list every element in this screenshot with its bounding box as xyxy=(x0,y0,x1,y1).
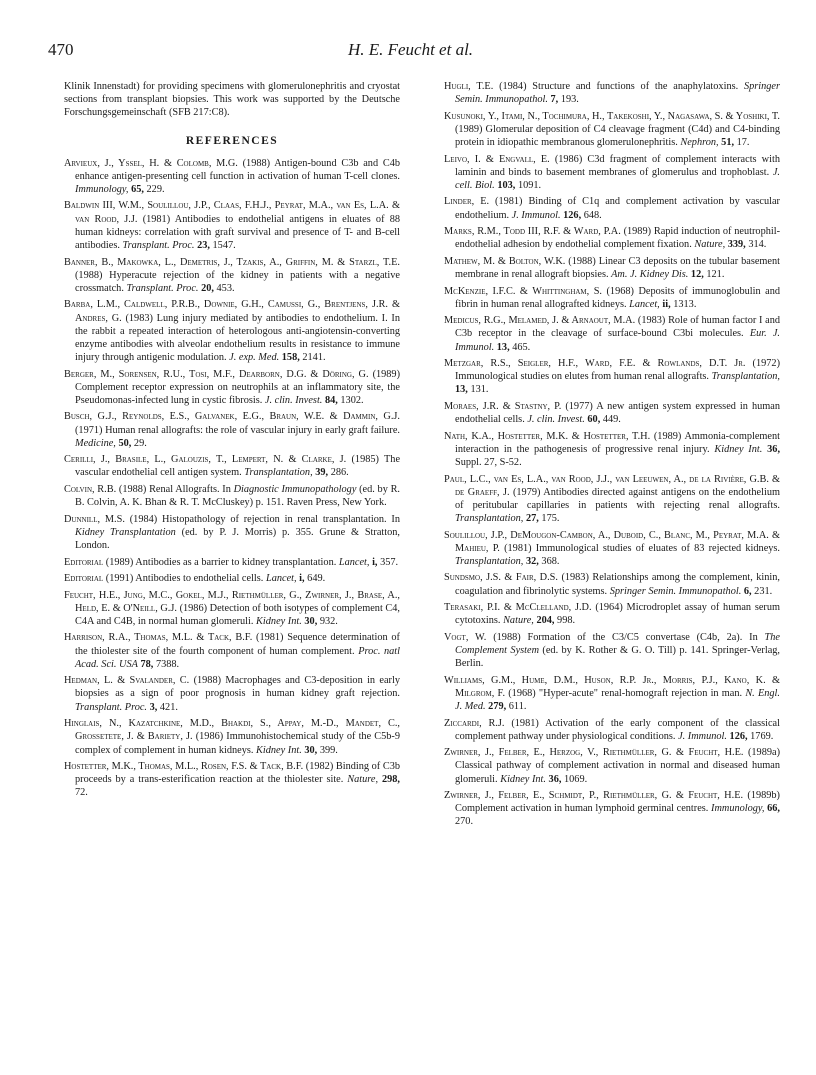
reference-pages: 314. xyxy=(748,239,767,251)
reference-authors: Cerilli, J., Brasile, L., Galouzis, T., Lempert, N. & Clarke, J. xyxy=(64,454,347,466)
reference-pages: 449. xyxy=(602,414,621,426)
reference-year: (1964) xyxy=(595,602,623,614)
reference-title: Linear C3 deposits on the tubular basement membrane in renal allograft biopsies. xyxy=(455,255,780,280)
reference-pages: 131. xyxy=(470,384,489,396)
reference-year: (1986) xyxy=(179,602,208,614)
reference-title: Immunological studies of eluates of 83 rejected kidneys. xyxy=(535,542,780,554)
reference-pages: 286. xyxy=(330,467,349,479)
reference-journal: Nature, xyxy=(694,239,726,251)
reference-journal: Lancet, xyxy=(265,573,297,585)
reference-journal: The Complement System xyxy=(455,631,780,656)
reference-entry xyxy=(444,400,780,426)
reference-volume: 30, xyxy=(304,744,318,756)
reference-title: C3d fragment of complement interacts with laminin and binds to basement membranes of glomerulus and trophoblast. xyxy=(455,153,780,178)
reference-title: Histopathology of rejection in renal transplantation. In xyxy=(162,513,400,525)
reference-pages: 7388. xyxy=(155,658,180,670)
reference-year: (1989a) xyxy=(747,747,781,759)
reference-journal: Kidney Int. xyxy=(256,615,302,627)
reference-journal: J. Immunol. xyxy=(511,209,561,221)
reference-entry xyxy=(444,631,780,670)
reference-pages: 421. xyxy=(159,701,178,713)
reference-journal: Diagnostic Immunopathology xyxy=(233,483,357,495)
reference-title: Detection of both isotypes of complement C4, C4A and C4B, in normal human glomeruli. xyxy=(75,602,400,627)
reference-year: (1981) xyxy=(511,717,539,729)
reference-title: Deposits of immunoglobulin and fibrin in human renal allografted kidneys. xyxy=(455,285,781,310)
reference-pages: 648. xyxy=(583,209,602,221)
reference-title: Rapid induction of neutrophil-endothelial adhesion by endothelial complement fixation. xyxy=(455,226,781,251)
reference-pages: 193. xyxy=(560,94,579,106)
reference-year: (1986) xyxy=(554,153,583,165)
reference-authors: Metzgar, R.S., Seigler, H.F., Ward, F.E. & Rowlands, D.T. Jr. xyxy=(444,358,746,370)
reference-volume: 12, xyxy=(690,268,704,280)
reference-volume: 126, xyxy=(729,730,748,742)
reference-journal: J. clin. Invest. xyxy=(527,414,585,426)
reference-year: (1988) xyxy=(75,269,103,281)
reference-journal: Immunology, xyxy=(75,183,129,195)
reference-journal: Kidney Transplantation xyxy=(75,526,176,538)
reference-year: (1991) xyxy=(105,573,134,585)
reference-journal: Eur. J. Immunol. xyxy=(455,328,780,353)
reference-journal: Nephron, xyxy=(680,137,719,149)
reference-authors: Berger, M., Sorensen, R.U., Tosi, M.F., Dearborn, D.G. & Döring, G. xyxy=(64,368,369,380)
reference-pages: 465. xyxy=(512,341,531,353)
reference-authors: Vogt, W. xyxy=(444,631,487,643)
reference-entry xyxy=(64,298,400,364)
reference-pages: 1313. xyxy=(673,298,697,310)
reference-authors: Hinglais, N., Kazatchkine, M.D., Bhakdi, S., Appay, M.-D., Mandet, C., Grossetete, J. & Bariety, J. xyxy=(64,718,400,743)
reference-pages: 1091. xyxy=(517,179,542,191)
reference-volume: 36, xyxy=(767,443,781,455)
reference-entry xyxy=(444,746,780,785)
reference-title: Lung injury mediated by antibodies to endothelium. I. In the rabbit a repeated interaction of heterologous anti-angiotensin-converting enzyme antibodies with alveolar endothelium results in resistance to immune injury through antigenic modulation. xyxy=(75,312,400,363)
reference-title: Structure and functions of the anaphylatoxins. xyxy=(532,81,739,92)
reference-authors: Dunnill, M.S. xyxy=(64,513,125,525)
reference-title: Activation of the early component of the classical complement pathway under physiological conditions. xyxy=(455,717,780,742)
reference-entry xyxy=(64,368,400,407)
reference-journal: Springer Semin. Immunopathol. xyxy=(609,585,742,597)
reference-volume: 32, xyxy=(525,555,539,567)
reference-entry xyxy=(444,153,780,192)
reference-authors: Soulillou, J.P., DeMougon-Cambon, A., Duboid, C., Blanc, M., Peyrat, M.A. & Mahieu, P. xyxy=(444,529,780,554)
reference-authors: Zwirner, J., Felber, E., Schmidt, P., Riethmüller, G. & Feucht, H.E. xyxy=(444,790,744,802)
reference-journal: Transplantation, xyxy=(455,555,524,567)
reference-title: Binding of C1q and complement activation by vascular endothelium. xyxy=(455,196,780,221)
reference-pages: 175. xyxy=(541,512,560,524)
reference-year: (1982) xyxy=(305,761,334,773)
reference-authors: Hugli, T.E. xyxy=(444,81,494,92)
reference-year: (1989) xyxy=(455,123,483,135)
reference-journal: Proc. natl Acad. Sci. USA xyxy=(75,645,400,670)
reference-volume: ii, xyxy=(662,298,671,310)
reference-journal: Transplant. Proc. xyxy=(75,701,147,713)
reference-year: (1983) xyxy=(561,572,589,584)
reference-volume: 78, xyxy=(140,658,154,670)
reference-pages: 1769. xyxy=(750,730,774,742)
reference-entry xyxy=(64,483,400,509)
reference-volume: 60, xyxy=(587,414,601,426)
reference-journal: J. clin. Invest. xyxy=(264,394,323,406)
reference-journal: Am. J. Kidney Dis. xyxy=(611,268,689,280)
reference-journal: Kidney Int. xyxy=(714,443,763,455)
reference-title: Complement activation in human lymphoid germinal centres. xyxy=(455,803,709,815)
reference-authors: Ziccardi, R.J. xyxy=(444,717,505,729)
reference-pages: (ed. by P. J. Morris) p. 355. Grune & Stratton, London. xyxy=(75,526,401,551)
reference-volume: 158, xyxy=(281,351,300,363)
reference-year: (1981) xyxy=(504,542,532,554)
reference-authors: Zwirner, J., Felber, E., Herzog, V., Riethmüller, G. & Feucht, H.E. xyxy=(444,747,744,759)
acknowledgment-text: Klinik Innenstadt) for providing specimens with glomerulonephritis and cryostat sections from transplant biopsies. This work was supported by the Deutsche Forschungsgemeinschaft (SFB 217:C8). xyxy=(64,81,400,119)
reference-volume: 50, xyxy=(118,437,132,449)
reference-year: (1981) xyxy=(495,196,523,208)
reference-pages: 17. xyxy=(736,137,750,149)
reference-authors: Arvieux, J., Yssel, H. & Colomb, M.G. xyxy=(64,157,238,169)
reference-entry xyxy=(64,717,400,756)
reference-year: (1988) xyxy=(242,157,271,169)
reference-authors: Busch, G.J., Reynolds, E.S., Galvanek, E.G., Braun, W.E. & Dammin, G.J. xyxy=(64,411,400,423)
reference-journal: Transplantation, xyxy=(455,512,524,524)
reference-year: (1983) xyxy=(637,315,666,327)
reference-year: (1989) xyxy=(623,226,652,238)
reference-year: (1968) xyxy=(508,687,536,699)
reference-entry xyxy=(444,110,780,149)
reference-volume: 126, xyxy=(563,209,582,221)
reference-authors: Medicus, R.G., Melamed, J. & Arnaout, M.A. xyxy=(444,315,636,327)
reference-title: Antibodies as a barrier to kidney transplantation. xyxy=(135,556,337,568)
reference-year: (1981) xyxy=(256,632,284,644)
reference-authors: Feucht, H.E., Jung, M.C., Gokel, M.J., Riethmüller, G., Zwirner, J., Brase, A., Held, E. & O'Neill, G.J. xyxy=(64,589,400,614)
reference-authors: Harrison, R.A., Thomas, M.L. & Tack, B.F. xyxy=(64,632,253,644)
reference-authors: Moraes, J.R. & Stastny, P. xyxy=(444,400,562,412)
reference-list-left xyxy=(64,157,400,800)
reference-pages: 72. xyxy=(75,787,88,799)
reference-pages: 932. xyxy=(319,615,338,627)
reference-title: Relationships among the complement, kinin, coagulation and fibrinolytic systems. xyxy=(455,572,780,597)
reference-title: Antibodies to endothelial cells. xyxy=(135,573,264,585)
reference-journal: Kidney Int. xyxy=(256,744,302,756)
reference-entry xyxy=(444,255,780,281)
reference-title: Role of human factor I and C3b receptor in the cleavage of surface-bound C3bi molecules. xyxy=(455,315,780,340)
reference-year: (1988) xyxy=(118,483,147,495)
reference-authors: Hostetter, M.K., Thomas, M.L., Rosen, F.S. & Tack, B.F. xyxy=(64,761,304,773)
reference-title: Renal Allografts. In xyxy=(149,483,231,495)
reference-title: Antibodies to endothelial antigens in eluates of 88 human kidneys: correlation with graft survival and presence of T- and B-cell antibodies. xyxy=(75,213,401,251)
reference-journal: Immunology, xyxy=(711,803,765,815)
reference-pages: 1547. xyxy=(212,239,236,251)
reference-authors: McKenzie, I.F.C. & Whittingham, S. xyxy=(444,285,603,297)
reference-entry xyxy=(64,256,400,295)
reference-volume: 279, xyxy=(488,700,507,712)
reference-volume: 20, xyxy=(201,282,214,294)
reference-authors: Paul, L.C., van Es, L.A., van Rood, J.J., van Leeuwen, A., de la Rivière, G.B. & de Graeff, J. xyxy=(444,473,780,498)
page-header xyxy=(48,40,773,62)
reference-authors: Mathew, M. & Bolton, W.K. xyxy=(444,255,566,267)
reference-title: Immunohistochemical study of the C5b-9 complex of complement in human kidneys. xyxy=(75,731,400,756)
reference-year: (1986) xyxy=(195,731,224,743)
reference-year: (1988) xyxy=(193,675,222,687)
reference-journal: Springer Semin. Immunopathol. xyxy=(455,81,780,106)
reference-volume: 27, xyxy=(525,512,539,524)
reference-volume: 39, xyxy=(315,467,329,479)
reference-title: Complement receptor expression on neutrophils at an inflammatory site, the Pseudomonas-infected lung in cystic fibrosis. xyxy=(75,381,400,406)
reference-year: (1988) xyxy=(493,631,521,643)
reference-authors: Colvin, R.B. xyxy=(64,483,117,495)
reference-title: Hyperacute rejection of the kidney in patients with a negative crossmatch. xyxy=(75,269,400,294)
reference-volume: 6, xyxy=(743,585,752,597)
reference-volume: i, xyxy=(372,556,378,568)
reference-title: Human renal allografts: the role of vascular injury in early graft failure. xyxy=(105,424,400,436)
reference-pages: 368. xyxy=(541,555,560,567)
reference-volume: 103, xyxy=(497,179,516,191)
reference-entry xyxy=(64,410,400,449)
reference-volume: 65, xyxy=(131,183,144,195)
reference-entry xyxy=(444,473,780,526)
reference-entry xyxy=(444,601,780,627)
reference-journal: J. exp. Med. xyxy=(229,351,280,363)
reference-journal: Medicine, xyxy=(75,437,116,449)
reference-authors: Williams, G.M., Hume, D.M., Huson, R.P. Jr., Morris, P.J., Kano, K. & Milgrom, F. xyxy=(444,674,780,699)
reference-authors: Nath, K.A., Hostetter, M.K. & Hostetter, T.H. xyxy=(444,430,651,442)
reference-pages: Suppl. 27, S-52. xyxy=(455,456,522,468)
reference-title: Macrophages and C3-deposition in early biopsies as a sign of poor prognosis in human kidney graft rejection. xyxy=(75,675,400,700)
reference-journal: Lancet, xyxy=(338,556,370,568)
reference-entry xyxy=(444,285,780,311)
reference-title: Classical pathway of complement activation in normal and diseased human glomeruli. xyxy=(455,760,780,785)
reference-journal: Nature, xyxy=(503,615,534,627)
reference-pages: 453. xyxy=(216,282,235,294)
reference-entry xyxy=(444,789,780,828)
reference-journal: Kidney Int. xyxy=(500,773,546,785)
reference-pages: 29. xyxy=(133,437,147,449)
reference-journal: Lancet, xyxy=(629,298,660,310)
reference-journal: J. Immunol. xyxy=(678,730,727,742)
reference-title: A new antigen system expressed in human endothelial cells. xyxy=(455,400,780,426)
reference-journal: Transplant. Proc. xyxy=(126,282,199,294)
reference-year: (1971) xyxy=(75,424,103,436)
reference-volume: 13, xyxy=(455,384,468,396)
reference-title: "Hyper-acute" renal-homograft rejection in man. xyxy=(538,687,743,699)
reference-volume: 13, xyxy=(496,341,510,353)
reference-year: (1979) xyxy=(512,486,541,498)
reference-title: The vascular endothelial cell antigen system. xyxy=(75,454,401,479)
reference-entry xyxy=(444,430,780,469)
reference-entry xyxy=(64,760,400,799)
reference-year: (1988) xyxy=(568,255,596,267)
reference-pages: 231. xyxy=(754,585,773,597)
reference-pages: 399. xyxy=(319,744,338,756)
reference-journal: J. cell. Biol. xyxy=(455,166,780,191)
reference-pages: (ed. by R. B. Colvin, A. K. Bhan & R. T. McCluskey) p. 151. Raven Press, New York. xyxy=(75,483,401,509)
reference-title: Sequence determination of the thiolester site of the fourth component of human complement. xyxy=(75,632,400,657)
reference-authors: Hedman, L. & Svalander, C. xyxy=(64,675,190,687)
reference-year: (1989) xyxy=(105,556,134,568)
reference-year: (1985) xyxy=(351,454,379,466)
reference-entry xyxy=(64,556,400,569)
reference-year: (1989b) xyxy=(747,790,780,802)
reference-journal: Transplantation, xyxy=(711,371,780,383)
reference-entry xyxy=(444,314,780,353)
reference-year: (1981) xyxy=(142,213,171,225)
reference-year: (1972) xyxy=(752,358,780,370)
reference-volume: 204, xyxy=(536,615,555,627)
reference-authors: Editorial xyxy=(64,556,104,568)
reference-volume: 66, xyxy=(767,803,780,815)
reference-volume: 3, xyxy=(149,701,158,713)
reference-year: (1984) xyxy=(499,81,527,92)
reference-title: Glomerular deposition of C4 cleavage fragment (C4d) and C4-binding protein in idiopathic membranous glomerulonephritis. xyxy=(455,123,781,149)
reference-volume: 30, xyxy=(304,615,318,627)
reference-volume: 298, xyxy=(381,774,400,786)
references-heading: REFERENCES xyxy=(185,135,279,148)
reference-title: Binding of C3b proceeds by a trans-esterification reaction at the thiolester site. xyxy=(75,761,400,786)
reference-pages: 611. xyxy=(508,700,527,712)
reference-journal: Nature, xyxy=(347,774,379,786)
reference-pages: 357. xyxy=(380,556,399,568)
reference-list-right xyxy=(444,80,780,829)
reference-entry xyxy=(444,357,780,396)
reference-entry xyxy=(64,199,400,252)
reference-year: (1989) xyxy=(372,368,401,380)
reference-pages: 1069. xyxy=(564,773,588,785)
reference-pages: 1302. xyxy=(340,394,364,406)
left-column xyxy=(64,80,400,803)
reference-authors: Editorial xyxy=(64,573,104,585)
reference-volume: 84, xyxy=(324,394,338,406)
reference-title: Antigen-bound C3b and C4b enhance antigen-presenting cell function in activation of human T-cell clones. xyxy=(75,157,400,182)
reference-authors: Linder, E. xyxy=(444,196,490,208)
reference-entry xyxy=(64,157,400,196)
reference-volume: 7, xyxy=(550,94,559,106)
reference-entry xyxy=(64,572,400,585)
reference-title: Antibodies directed against antigens on the endothelium of peritubular capillaries in patients with rejecting renal allografts. xyxy=(455,486,781,511)
reference-year: (1984) xyxy=(129,513,158,525)
reference-authors: Banner, B., Makowka, L., Demetris, J., Tzakis, A., Griffin, M. & Starzl, T.E. xyxy=(64,256,400,268)
reference-journal: Transplantation, xyxy=(244,467,313,479)
reference-entry xyxy=(64,513,400,552)
reference-volume: i, xyxy=(299,573,305,585)
reference-authors: Barba, L.M., Caldwell, P.R.B., Downie, G.H., Camussi, G., Brentjens, J.R. & Andres, G. xyxy=(64,299,400,324)
reference-pages: 121. xyxy=(706,268,725,280)
reference-year: (1968) xyxy=(606,285,634,297)
reference-entry xyxy=(444,571,780,597)
reference-year: (1983) xyxy=(125,312,153,324)
reference-entry xyxy=(64,453,400,479)
reference-pages: (ed. by K. Rother & G. O. Till) p. 141. Springer-Verlag, Berlin. xyxy=(455,644,780,670)
reference-authors: Sundsmo, J.S. & Fair, D.S. xyxy=(444,572,558,584)
reference-title: Microdroplet assay of human serum cytotoxins. xyxy=(455,602,780,627)
reference-entry xyxy=(444,225,780,251)
reference-authors: Leivo, I. & Engvall, E. xyxy=(444,153,550,165)
reference-pages: 998. xyxy=(557,615,576,627)
reference-authors: Marks, R.M., Todd III, R.F. & Ward, P.A. xyxy=(444,226,621,238)
reference-pages: 229. xyxy=(146,183,165,195)
reference-authors: Kusunoki, Y., Itami, N., Tochimura, H., Takekoshi, Y., Nagasawa, S. & Yoshiki, T. xyxy=(444,110,780,122)
reference-journal: N. Engl. J. Med. xyxy=(455,687,780,712)
reference-pages: 270. xyxy=(455,816,474,828)
reference-volume: 36, xyxy=(548,773,562,785)
reference-authors: Baldwin III, W.M., Soulillou, J.P., Claas, F.H.J., Peyrat, M.A., van Es, L.A. & van Rood, J.J. xyxy=(64,200,400,225)
reference-title: Immunological studies on elutes from human renal allografts. xyxy=(455,371,710,383)
running-head: H. E. Feucht et al. xyxy=(347,40,474,59)
reference-entry xyxy=(444,195,780,221)
reference-pages: 649. xyxy=(307,573,326,585)
reference-entry xyxy=(444,529,780,568)
reference-year: (1989) xyxy=(653,430,682,442)
reference-volume: 23, xyxy=(197,239,210,251)
reference-volume: 339, xyxy=(727,239,746,251)
reference-authors: Terasaki, P.I. & McClelland, J.D. xyxy=(444,602,592,614)
reference-volume: 51, xyxy=(721,137,735,149)
reference-entry xyxy=(64,631,400,670)
reference-entry xyxy=(444,674,780,713)
reference-entry xyxy=(64,674,400,713)
reference-pages: 2141. xyxy=(302,351,326,363)
reference-title: Formation of the C3/C5 convertase (C4b, 2a). In xyxy=(527,631,758,643)
reference-entry xyxy=(444,717,780,743)
reference-journal: Transplant. Proc. xyxy=(122,239,195,251)
reference-entry xyxy=(444,80,780,106)
reference-year: (1977) xyxy=(565,400,593,412)
page-number: 470 xyxy=(48,40,74,59)
reference-entry xyxy=(64,589,400,628)
right-column xyxy=(444,80,780,832)
reference-title: Ammonia-complement interaction in the pathogenesis of progressive renal injury. xyxy=(455,430,780,455)
